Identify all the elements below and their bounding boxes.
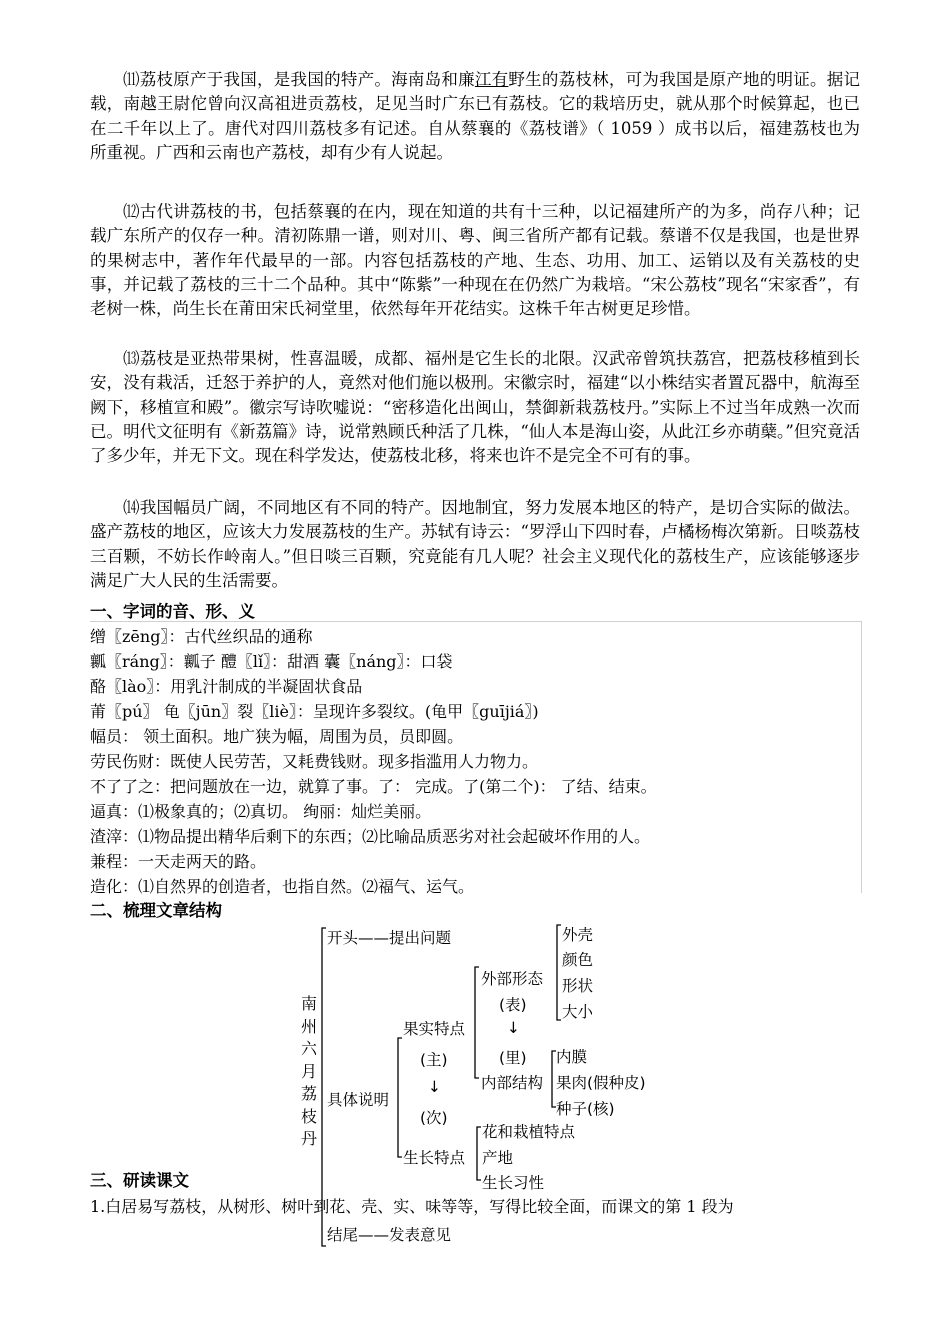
arrow-icon: ↓ — [428, 1078, 441, 1096]
ext-item: 外壳 — [562, 926, 594, 944]
int-item: 种子(核) — [556, 1100, 615, 1118]
paragraph-12: ⑿古代讲荔枝的书，包括蔡襄的在内，现在知道的共有十三种，以记福建所产的为多，尚存八种；记载广东所产的仅存一种。清初陈鼎一谱，则对川、粤、闽三省所产都有记载。蔡谱不仅是我国，也是世界的果树志中，著作年代最早的一部。内容包括荔枝的产地、生态、功用、加工、运销以及有关荔枝的史事，并记载了荔枝的三十二个品种。其中“陈紫”一种现在在仍然广为栽培。“宋公荔枝”现名“宋家香”，有老树一株，尚生长在莆田宋氏祠堂里，依然每年开花结实。这株千年古树更足珍惜。 — [90, 202, 860, 319]
arrow-icon: ↓ — [507, 1019, 520, 1037]
vocab-row: 兼程：一天走两天的路。 — [90, 852, 267, 871]
int-item: 果肉(假种皮) — [556, 1074, 646, 1092]
label-main: (主) — [420, 1051, 448, 1069]
node-ending: 结尾——发表意见 — [327, 1226, 452, 1244]
growth-item: 生长习性 — [482, 1174, 545, 1192]
vocab-row: 渣滓：⑴物品提出精华后剩下的东西；⑵比喻品质恶劣对社会起破坏作用的人。 — [90, 827, 651, 846]
question-1: 1.白居易写荔枝，从树形、树叶到花、壳、实、味等等，写得比较全面，而课文的第 1 段为 — [90, 1197, 734, 1216]
vocab-row: 不了了之：把问题放在一边，就算了事。了： 完成。了(第二个)： 了结、结束。 — [90, 777, 657, 796]
node-growth: 生长特点 — [403, 1149, 466, 1167]
node-specific: 具体说明 — [327, 1091, 390, 1109]
ext-item: 颜色 — [562, 951, 594, 969]
paragraph-11: ⑾荔枝原产于我国，是我国的特产。海南岛和廉江有野生的荔枝林，可为我国是原产地的明证。据记载，南越王尉佗曾向汉高祖进贡荔枝，足见当时广东已有荔枝。它的栽培历史，就从那个时候算起，也已在二千年以上了。唐代对四川荔枝多有记述。自从蔡襄的《荔枝谱》（ 1059 ）成书以后，福建荔枝也为所重视。广西和云南也产荔枝，却有少有人说起。 — [90, 70, 861, 162]
vocab-row: 造化：⑴自然界的创造者，也指自然。⑵福气、运气。 — [90, 877, 475, 896]
section-title-study: 三、研读课文 — [90, 1171, 189, 1190]
vocab-row: 缯〖zēng〗：古代丝织品的通称 — [90, 627, 313, 646]
label-secondary: (次) — [420, 1109, 448, 1127]
ext-item: 形状 — [562, 977, 594, 995]
underlined-text: 江有 — [474, 70, 509, 89]
node-fruit: 果实特点 — [403, 1020, 466, 1038]
label-surface: (表) — [499, 996, 527, 1014]
growth-item: 花和栽植特点 — [482, 1123, 576, 1141]
node-external: 外部形态 — [481, 970, 544, 988]
vocab-row: 劳民伤财：既使人民劳苦，又耗费钱财。现多指滥用人力物力。 — [90, 752, 539, 771]
node-internal: 内部结构 — [481, 1074, 544, 1092]
vocab-row: 莆〖pú〗 龟〖jūn〗裂〖liè〗：呈现许多裂纹。(龟甲〖guījiá〗) — [90, 702, 539, 721]
vocab-row: 幅员： 领土面积。地广狭为幅，周围为员，员即圆。 — [90, 727, 464, 746]
vocab-row: 酪〖lào〗：用乳汁制成的半凝固状食品 — [90, 677, 363, 696]
vocab-row: 瓤〖ráng〗：瓤子 醴〖lǐ〗：甜酒 囊〖náng〗：口袋 — [90, 652, 453, 671]
vocab-row: 逼真：⑴极象真的；⑵真切。 绚丽：灿烂美丽。 — [90, 802, 432, 821]
ext-item: 大小 — [562, 1003, 594, 1021]
diagram-root-title: 南 州 六 月 荔 枝 丹 — [300, 994, 317, 1148]
node-opening: 开头——提出问题 — [327, 929, 452, 947]
paragraph-13: ⒀荔枝是亚热带果树，性喜温暖，成都、福州是它生长的北限。汉武帝曾筑扶荔宫，把荔枝移植到长安，没有栽活，迁怒于养护的人，竟然对他们施以极刑。宋徽宗时，福建“以小株结实者置瓦器中，航海至阙下，移植宣和殿”。徽宗写诗吹嘘说：“密移造化出闽山，禁御新栽荔枝丹。”实际上不过当年成熟一次而已。明代文征明有《新荔篇》诗，说常熟顾氏种活了几株，“仙人本是海山姿，从此江乡亦萌蘖。”但究竟活了多少年，并无下文。现在科学发达，使荔枝北移，将来也许不是完全不可有的事。 — [90, 349, 860, 466]
label-inner: (里) — [499, 1049, 527, 1067]
int-item: 内膜 — [556, 1048, 588, 1066]
growth-item: 产地 — [482, 1149, 514, 1167]
section-title-structure: 二、梳理文章结构 — [90, 901, 222, 920]
paragraph-14: ⒁我国幅员广阔，不同地区有不同的特产。因地制宜，努力发展本地区的特产，是切合实际的做法。盛产荔枝的地区，应该大力发展荔枝的生产。苏轼有诗云：“罗浮山下四时春，卢橘杨梅次第新。日啖荔枝三百颗，不妨长作岭南人。”但日啖三百颗，究竟能有几人呢？社会主义现代化的荔枝生产，应该能够逐步满足广大人民的生活需要。 — [90, 498, 860, 590]
section-title-vocabulary: 一、字词的音、形、义 — [90, 602, 255, 621]
